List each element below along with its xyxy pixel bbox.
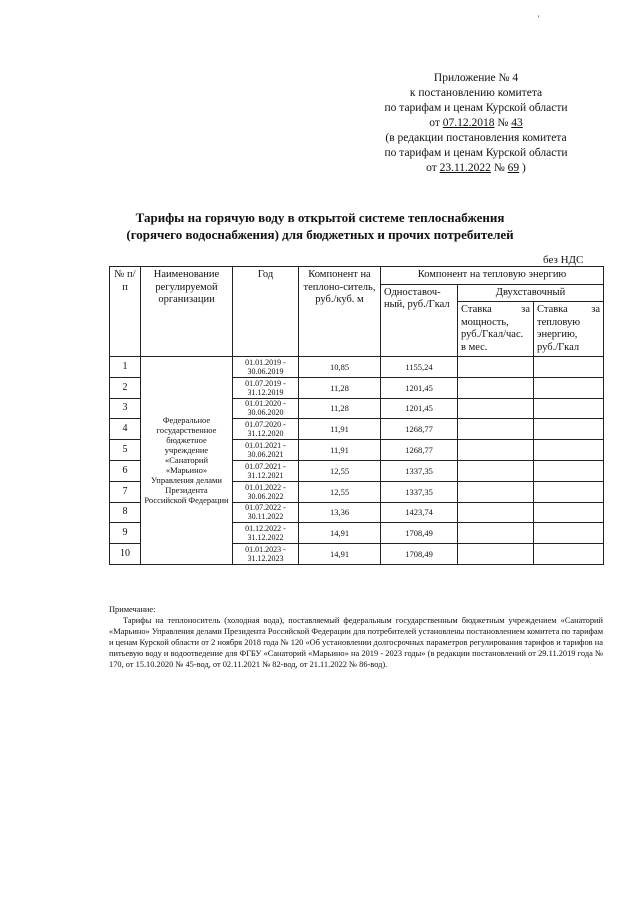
- row-period: 01.01.2021 - 30.06.2021: [233, 440, 299, 461]
- row-carrier-tariff: 10,85: [299, 357, 381, 378]
- row-carrier-tariff: 11,28: [299, 398, 381, 419]
- table-header-row-1: [110, 267, 604, 285]
- tariff-table: [109, 266, 604, 565]
- header-single-rate: Одноставоч-ный, руб./Гкал: [381, 284, 458, 357]
- vat-note: без НДС: [543, 254, 584, 266]
- row-carrier-tariff: 13,36: [299, 502, 381, 523]
- row-number: 6: [110, 460, 141, 481]
- header-year: Год: [233, 267, 299, 357]
- header-capacity-rate: Ставка за мощность, руб./Гкал/час. в мес.: [458, 302, 534, 357]
- header-two-rate: Двухставочный: [458, 284, 604, 302]
- footnote-text: Тарифы на теплоноситель (холодная вода), поставляемый федеральным государственным бюджетным учреждением «Санаторий «Марьино» Управления делами Президента Российской Федерации для потребителей установлены постановлением комитета по тарифам и ценам Курской области от 2 ноября 2018 года № 120 «Об установлении долгосрочных параметров регулирования тарифов и тарифов на питьевую воду и водоотведение для ФГБУ «Санаторий «Марьино» на 2019 - 2023 годы» (в редакции постановлений от 29.11.2019 года № 170, от 15.10.2020 № 45-вод, от 02.11.2021 № 82-вод, от 21.11.2022 № 86-вод).: [109, 616, 603, 669]
- row-capacity-rate: [458, 377, 534, 398]
- row-single-rate: 1155,24: [381, 357, 458, 378]
- table-body: [110, 357, 604, 565]
- row-energy-rate: [534, 377, 604, 398]
- row-carrier-tariff: 11,91: [299, 440, 381, 461]
- row-energy-rate: [534, 502, 604, 523]
- header-num: № п/п: [110, 267, 141, 357]
- appendix-line-7-mid: №: [490, 162, 508, 174]
- row-energy-rate: [534, 523, 604, 544]
- appendix-line-3: по тарифам и ценам Курской области: [384, 102, 568, 114]
- corner-mark: ': [538, 14, 540, 23]
- row-energy-rate: [534, 440, 604, 461]
- row-carrier-tariff: 14,91: [299, 544, 381, 565]
- row-carrier-tariff: 11,91: [299, 419, 381, 440]
- row-capacity-rate: [458, 460, 534, 481]
- header-organization: Наименование регулируемой организации: [141, 267, 233, 357]
- row-number: 2: [110, 377, 141, 398]
- appendix-revision-number: 69: [507, 162, 520, 174]
- appendix-line-2: к постановлению комитета: [409, 87, 543, 99]
- row-number: 10: [110, 544, 141, 565]
- row-energy-rate: [534, 419, 604, 440]
- row-single-rate: 1201,45: [381, 377, 458, 398]
- appendix-line-7: [356, 161, 596, 176]
- row-number: 7: [110, 481, 141, 502]
- row-single-rate: 1337,35: [381, 481, 458, 502]
- row-single-rate: 1201,45: [381, 398, 458, 419]
- row-energy-rate: [534, 460, 604, 481]
- table-row: [110, 357, 604, 378]
- row-period: 01.07.2020 - 31.12.2020: [233, 419, 299, 440]
- row-number: 3: [110, 398, 141, 419]
- row-energy-rate: [534, 544, 604, 565]
- title-line-2: (горячего водоснабжения) для бюджетных и прочих потребителей: [126, 227, 514, 242]
- row-period: 01.07.2021 - 31.12.2021: [233, 460, 299, 481]
- appendix-line-7-suffix: ): [519, 162, 526, 174]
- row-number: 1: [110, 357, 141, 378]
- footnote: [109, 604, 603, 670]
- footnote-heading: Примечание:: [109, 605, 156, 614]
- appendix-line-7-prefix: от: [426, 162, 440, 174]
- appendix-original-date: 07.12.2018: [442, 117, 495, 129]
- organization-name: Федеральное государственное бюджетное учреждение «Санаторий «Марьино» Управления делами Президента Российской Федерации: [141, 357, 233, 565]
- document-title: [80, 209, 560, 243]
- row-period: 01.07.2019 - 31.12.2019: [233, 377, 299, 398]
- row-number: 9: [110, 523, 141, 544]
- row-single-rate: 1268,77: [381, 440, 458, 461]
- appendix-original-number: 43: [511, 117, 523, 129]
- row-carrier-tariff: 14,91: [299, 523, 381, 544]
- row-number: 5: [110, 440, 141, 461]
- appendix-line-4-prefix: от: [429, 117, 443, 129]
- appendix-revision-date: 23.11.2022: [439, 162, 491, 174]
- row-period: 01.01.2023 - 31.12.2023: [233, 544, 299, 565]
- row-energy-rate: [534, 481, 604, 502]
- row-single-rate: 1708,49: [381, 544, 458, 565]
- appendix-line-6: по тарифам и ценам Курской области: [384, 147, 568, 159]
- appendix-line-1: Приложение № 4: [433, 72, 519, 84]
- row-period: 01.01.2022 - 30.06.2022: [233, 481, 299, 502]
- row-energy-rate: [534, 398, 604, 419]
- appendix-header: [356, 71, 596, 176]
- row-carrier-tariff: 12,55: [299, 460, 381, 481]
- header-thermal-component: Компонент на тепловую энергию: [381, 267, 604, 285]
- header-carrier-component: Компонент на теплоно-ситель, руб./куб. м: [299, 267, 381, 357]
- row-period: 01.12.2022 - 31.12.2022: [233, 523, 299, 544]
- appendix-line-4-mid: №: [494, 117, 512, 129]
- row-carrier-tariff: 12,55: [299, 481, 381, 502]
- row-period: 01.01.2020 - 30.06.2020: [233, 398, 299, 419]
- row-period: 01.07.2022 - 30.11.2022: [233, 502, 299, 523]
- row-number: 4: [110, 419, 141, 440]
- row-period: 01.01.2019 - 30.06.2019: [233, 357, 299, 378]
- appendix-line-5: (в редакции постановления комитета: [385, 132, 567, 144]
- row-capacity-rate: [458, 419, 534, 440]
- row-capacity-rate: [458, 544, 534, 565]
- appendix-line-4: [356, 116, 596, 131]
- row-energy-rate: [534, 357, 604, 378]
- row-single-rate: 1708,49: [381, 523, 458, 544]
- row-capacity-rate: [458, 440, 534, 461]
- row-number: 8: [110, 502, 141, 523]
- row-carrier-tariff: 11,28: [299, 377, 381, 398]
- header-energy-rate: Ставка за тепловую энергию, руб./Гкал: [534, 302, 604, 357]
- row-capacity-rate: [458, 357, 534, 378]
- title-line-1: Тарифы на горячую воду в открытой системе теплоснабжения: [135, 210, 505, 225]
- row-capacity-rate: [458, 523, 534, 544]
- row-single-rate: 1268,77: [381, 419, 458, 440]
- row-single-rate: 1337,35: [381, 460, 458, 481]
- row-capacity-rate: [458, 398, 534, 419]
- row-capacity-rate: [458, 481, 534, 502]
- row-capacity-rate: [458, 502, 534, 523]
- row-single-rate: 1423,74: [381, 502, 458, 523]
